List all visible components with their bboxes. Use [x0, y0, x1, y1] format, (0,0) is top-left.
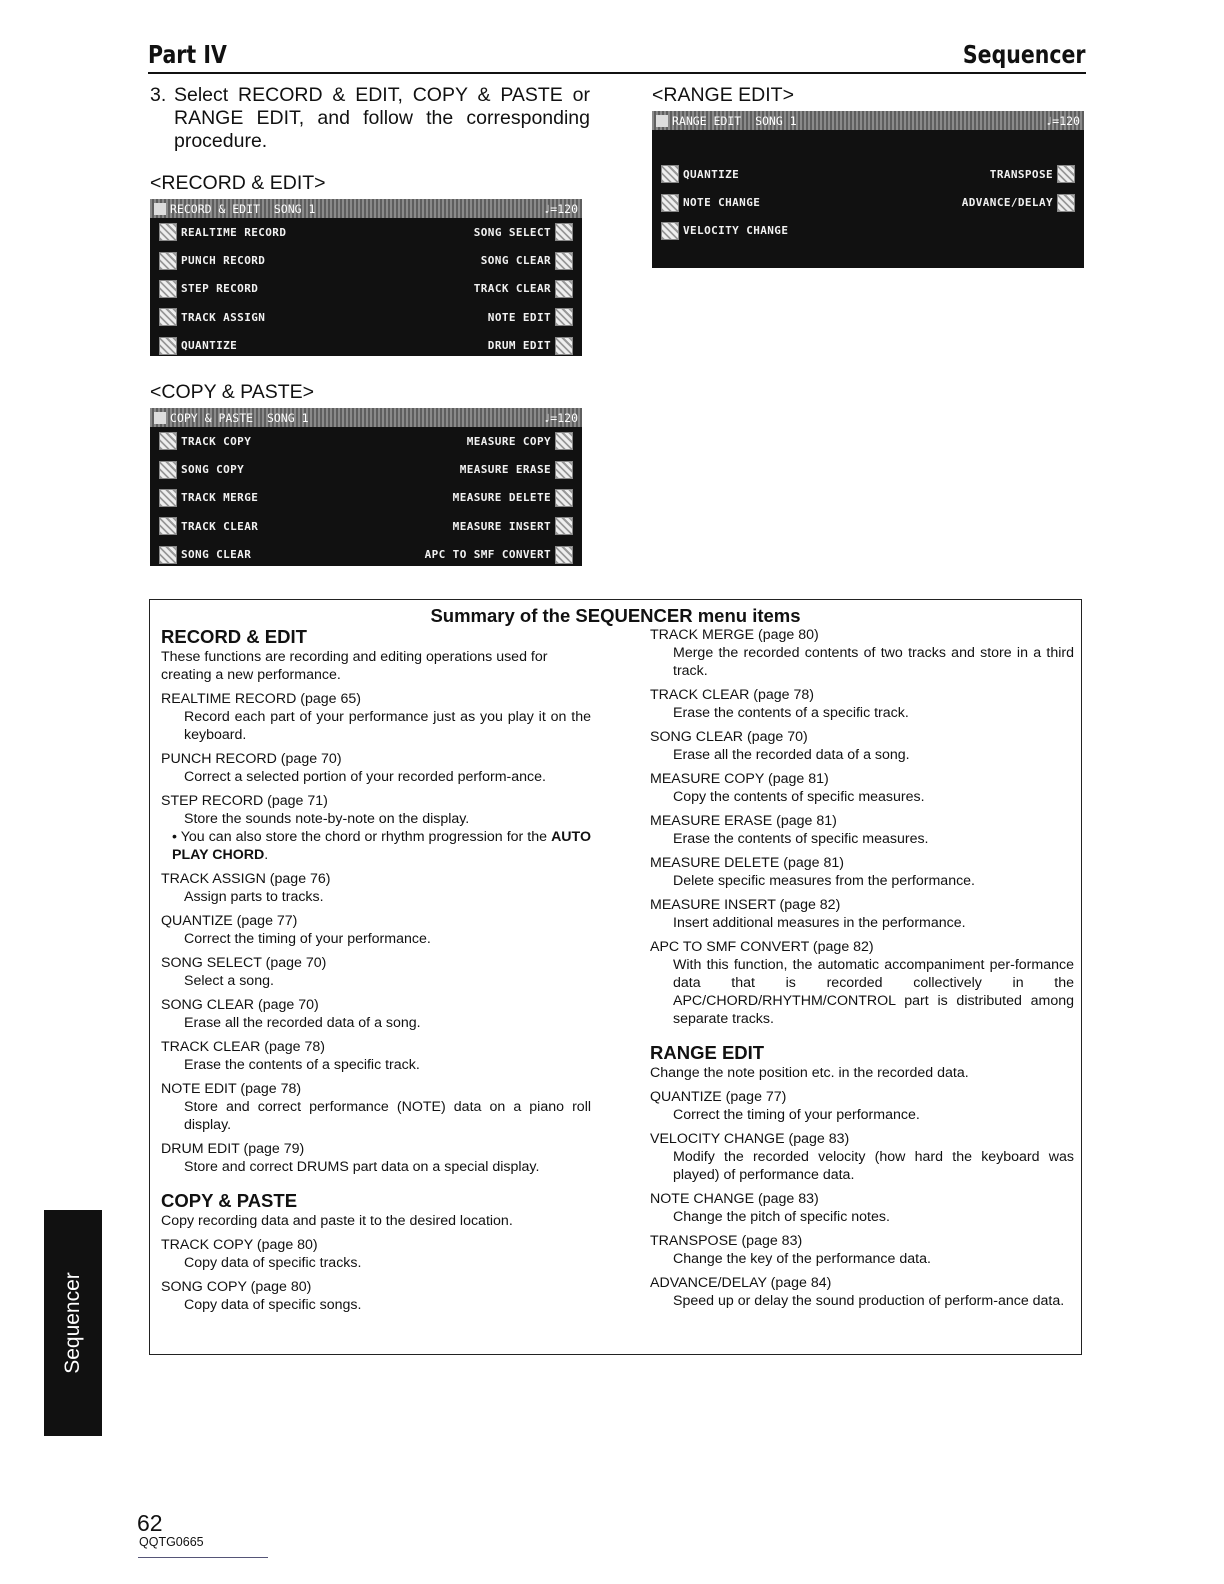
measure-insert-icon — [555, 517, 573, 535]
menu-item-entry — [161, 1236, 591, 1272]
menu-item-description: Modify the recorded velocity (how hard the keyboard was played) of performance data. — [673, 1149, 1074, 1183]
menu-item-entry — [161, 996, 591, 1032]
menu-item-entry — [650, 854, 1074, 890]
menu-item-entry — [161, 912, 591, 948]
menu-item-entry — [650, 770, 1074, 806]
menu-item-description: Erase the contents of a specific track. — [673, 705, 909, 721]
menu-item-description: Erase the contents of specific measures. — [673, 831, 929, 847]
summary-box — [149, 599, 1082, 1355]
menu-item-name: QUANTIZE (page 77) — [161, 913, 298, 929]
menu-item-description: Correct the timing of your performance. — [184, 931, 431, 947]
menu-realtime-record[interactable]: REALTIME RECORD — [150, 218, 366, 246]
menu-item-description: Store and correct DRUMS part data on a special display. — [184, 1159, 540, 1175]
menu-item-name: SONG COPY (page 80) — [161, 1279, 312, 1295]
menu-item-name: TRACK ASSIGN (page 76) — [161, 871, 331, 887]
velocity-change-icon — [661, 222, 679, 240]
menu-item-entry — [650, 728, 1074, 764]
menu-item-description: Record each part of your performance just as you play it on the keyboard. — [184, 709, 591, 743]
menu-item-description: Correct a selected portion of your recorded perform-ance. — [184, 769, 546, 785]
menu-icon — [154, 412, 166, 424]
menu-item-entry — [650, 896, 1074, 932]
menu-item-entry — [650, 1274, 1074, 1310]
menu-measure-erase[interactable]: MEASURE ERASE — [366, 455, 582, 483]
assign-icon — [159, 308, 177, 326]
menu-track-clear[interactable]: TRACK CLEAR — [150, 512, 366, 540]
menu-item-entry — [650, 1130, 1074, 1184]
menu-item-entry — [650, 1190, 1074, 1226]
menu-item-description: Erase all the recorded data of a song. — [184, 1015, 421, 1031]
menu-item-name: TRACK CLEAR (page 78) — [650, 687, 815, 703]
quantize-icon — [159, 337, 177, 355]
menu-item-name: TRACK CLEAR (page 78) — [161, 1039, 326, 1055]
copy-paste-intro: Copy recording data and paste it to the desired location. — [161, 1213, 513, 1229]
menu-item-name: MEASURE DELETE (page 81) — [650, 855, 844, 871]
menu-item-entry — [161, 792, 591, 864]
advance-delay-icon — [1057, 194, 1075, 212]
screen-title: RECORD & EDIT — [170, 201, 261, 216]
menu-apc-to-smf-convert[interactable]: APC TO SMF CONVERT — [366, 541, 582, 569]
menu-item-description: With this function, the automatic accompaniment per-formance data that is recorded collectively in the APC/CHORD/RHYTHM/CONTROL part is distributed among separate tracks. — [673, 957, 1074, 1027]
record-edit-intro: These functions are recording and editing operations used for creating a new performance. — [161, 649, 548, 683]
auto-play-chord-note: • You can also store the chord or rhythm progression for the AUTO PLAY CHORD. — [172, 829, 591, 863]
screen-title-bar — [150, 408, 582, 427]
menu-icon — [154, 203, 166, 215]
record-edit-screen — [150, 199, 582, 356]
screen-tempo: ♩=120 — [543, 410, 578, 425]
menu-item-name: NOTE CHANGE (page 83) — [650, 1191, 819, 1207]
screen-song: SONG 1 — [755, 113, 797, 128]
copy-paste-label: <COPY & PASTE> — [150, 381, 315, 403]
screen-song: SONG 1 — [266, 410, 309, 425]
menu-item-entry — [161, 954, 591, 990]
menu-item-entry — [650, 686, 1074, 722]
measure-erase-icon — [555, 461, 573, 479]
menu-song-clear[interactable]: SONG CLEAR — [366, 246, 582, 274]
menu-step-record[interactable]: STEP RECORD — [150, 275, 366, 303]
screen-title-bar — [652, 111, 1084, 130]
menu-item-name: APC TO SMF CONVERT (page 82) — [650, 939, 874, 955]
convert-icon — [555, 546, 573, 564]
menu-item-name: QUANTIZE (page 77) — [650, 1089, 787, 1105]
note-edit-icon — [555, 308, 573, 326]
menu-item-description: Insert additional measures in the performance. — [673, 915, 966, 931]
menu-item-entry — [650, 626, 1074, 680]
menu-song-copy[interactable]: SONG COPY — [150, 455, 366, 483]
screen-tempo: ♩=120 — [543, 201, 578, 216]
record-edit-heading: RECORD & EDIT — [161, 626, 307, 647]
menu-item-name: SONG SELECT (page 70) — [161, 955, 327, 971]
page-number: 62 — [137, 1510, 163, 1536]
menu-measure-insert[interactable]: MEASURE INSERT — [366, 512, 582, 540]
menu-item-name: TRACK MERGE (page 80) — [650, 627, 819, 643]
side-tab — [44, 1210, 102, 1436]
summary-title: Summary of the SEQUENCER menu items — [430, 605, 801, 626]
summary-left-column — [161, 626, 591, 1314]
menu-empty — [868, 217, 1084, 245]
menu-advance-delay[interactable]: ADVANCE/DELAY — [868, 188, 1084, 216]
menu-item-description: Assign parts to tracks. — [184, 889, 324, 905]
menu-item-entry — [650, 1232, 1074, 1268]
menu-punch-record[interactable]: PUNCH RECORD — [150, 246, 366, 274]
song-copy-icon — [159, 461, 177, 479]
menu-icon — [656, 115, 668, 127]
menu-item-description: Select a song. — [184, 973, 274, 989]
menu-item-entry — [650, 812, 1074, 848]
menu-item-name: TRACK COPY (page 80) — [161, 1237, 318, 1253]
menu-item-entry — [650, 1088, 1074, 1124]
menu-item-name: MEASURE INSERT (page 82) — [650, 897, 841, 913]
menu-item-entry — [161, 690, 591, 744]
copy-paste-heading: COPY & PASTE — [161, 1190, 298, 1211]
song-clear-icon — [555, 252, 573, 270]
menu-item-description: Copy data of specific songs. — [184, 1297, 362, 1313]
menu-item-name: SONG CLEAR (page 70) — [161, 997, 319, 1013]
menu-item-entry — [161, 1038, 591, 1074]
menu-drum-edit[interactable]: DRUM EDIT — [366, 332, 582, 360]
side-tab-label: Sequencer — [61, 1272, 84, 1374]
summary-right-column — [650, 626, 1074, 1310]
menu-item-description: Erase all the recorded data of a song. — [673, 747, 910, 763]
menu-item-description: Change the key of the performance data. — [673, 1251, 931, 1267]
transpose-icon — [1057, 165, 1075, 183]
menu-item-entry — [161, 750, 591, 786]
menu-item-entry — [161, 1278, 591, 1314]
menu-note-change[interactable]: NOTE CHANGE — [652, 188, 868, 216]
menu-item-entry — [161, 870, 591, 906]
menu-item-description: Speed up or delay the sound production of perform-ance data. — [673, 1293, 1065, 1309]
menu-quantize[interactable]: QUANTIZE — [652, 160, 868, 188]
menu-item-description: Correct the timing of your performance. — [673, 1107, 920, 1123]
range-edit-heading: RANGE EDIT — [650, 1042, 765, 1063]
menu-item-name: ADVANCE/DELAY (page 84) — [650, 1275, 832, 1291]
footer-rule — [138, 1557, 268, 1558]
step-3 — [150, 84, 590, 153]
screen-title-bar — [150, 199, 582, 218]
menu-item-description: Store and correct performance (NOTE) data on a piano roll display. — [184, 1099, 591, 1133]
menu-item-description: Change the pitch of specific notes. — [673, 1209, 890, 1225]
song-clear-icon — [159, 546, 177, 564]
drum-edit-icon — [555, 337, 573, 355]
menu-item-name: PUNCH RECORD (page 70) — [161, 751, 342, 767]
track-copy-icon — [159, 432, 177, 450]
note-change-icon — [661, 194, 679, 212]
menu-item-name: TRANSPOSE (page 83) — [650, 1233, 803, 1249]
menu-item-name: REALTIME RECORD (page 65) — [161, 691, 361, 707]
menu-item-description: Copy the contents of specific measures. — [673, 789, 925, 805]
menu-velocity-change[interactable]: VELOCITY CHANGE — [652, 217, 868, 245]
song-select-icon — [555, 223, 573, 241]
track-merge-icon — [159, 489, 177, 507]
menu-item-name: SONG CLEAR (page 70) — [650, 729, 808, 745]
screen-title: RANGE EDIT — [672, 113, 742, 128]
menu-measure-copy[interactable]: MEASURE COPY — [366, 427, 582, 455]
menu-track-copy[interactable]: TRACK COPY — [150, 427, 366, 455]
menu-track-clear[interactable]: TRACK CLEAR — [366, 275, 582, 303]
document-code: QQTG0665 — [139, 1535, 204, 1549]
menu-item-description: Copy data of specific tracks. — [184, 1255, 362, 1271]
menu-item-description: Store the sounds note-by-note on the display. — [184, 811, 470, 827]
screen-song: SONG 1 — [273, 201, 316, 216]
step-text: Select RECORD & EDIT, COPY & PASTE or RANGE EDIT, and follow the corresponding procedure. — [174, 84, 590, 152]
menu-item-name: NOTE EDIT (page 78) — [161, 1081, 302, 1097]
range-edit-label: <RANGE EDIT> — [652, 84, 794, 106]
record-edit-label: <RECORD & EDIT> — [150, 172, 326, 194]
section-label: Sequencer — [963, 40, 1086, 69]
screen-title: COPY & PASTE — [170, 410, 254, 425]
menu-quantize[interactable]: QUANTIZE — [150, 332, 366, 360]
copy-paste-screen — [150, 408, 582, 566]
record-icon — [159, 223, 177, 241]
track-clear-icon — [555, 280, 573, 298]
menu-item-entry — [161, 1140, 591, 1176]
part-label: Part IV — [148, 40, 227, 69]
menu-item-entry — [650, 938, 1074, 1028]
menu-track-merge[interactable]: TRACK MERGE — [150, 484, 366, 512]
menu-item-entry — [161, 1080, 591, 1134]
range-edit-intro: Change the note position etc. in the recorded data. — [650, 1065, 969, 1081]
step-icon — [159, 280, 177, 298]
menu-item-name: STEP RECORD (page 71) — [161, 793, 328, 809]
menu-song-select[interactable]: SONG SELECT — [366, 218, 582, 246]
punch-icon — [159, 252, 177, 270]
step-number: 3. — [150, 84, 167, 106]
menu-track-assign[interactable]: TRACK ASSIGN — [150, 303, 366, 331]
menu-transpose[interactable]: TRANSPOSE — [868, 160, 1084, 188]
menu-song-clear[interactable]: SONG CLEAR — [150, 541, 366, 569]
menu-item-name: MEASURE COPY (page 81) — [650, 771, 829, 787]
page-header — [148, 38, 1086, 74]
menu-item-description: Erase the contents of a specific track. — [184, 1057, 420, 1073]
menu-item-description: Delete specific measures from the performance. — [673, 873, 976, 889]
menu-measure-delete[interactable]: MEASURE DELETE — [366, 484, 582, 512]
menu-note-edit[interactable]: NOTE EDIT — [366, 303, 582, 331]
menu-item-name: VELOCITY CHANGE (page 83) — [650, 1131, 850, 1147]
menu-item-description: Merge the recorded contents of two tracks and store in a third track. — [673, 645, 1074, 679]
range-edit-screen — [652, 111, 1084, 268]
measure-delete-icon — [555, 489, 573, 507]
quantize-icon — [661, 165, 679, 183]
measure-copy-icon — [555, 432, 573, 450]
menu-item-name: DRUM EDIT (page 79) — [161, 1141, 305, 1157]
menu-item-name: MEASURE ERASE (page 81) — [650, 813, 837, 829]
track-clear-icon — [159, 517, 177, 535]
screen-tempo: ♩=120 — [1045, 113, 1080, 128]
